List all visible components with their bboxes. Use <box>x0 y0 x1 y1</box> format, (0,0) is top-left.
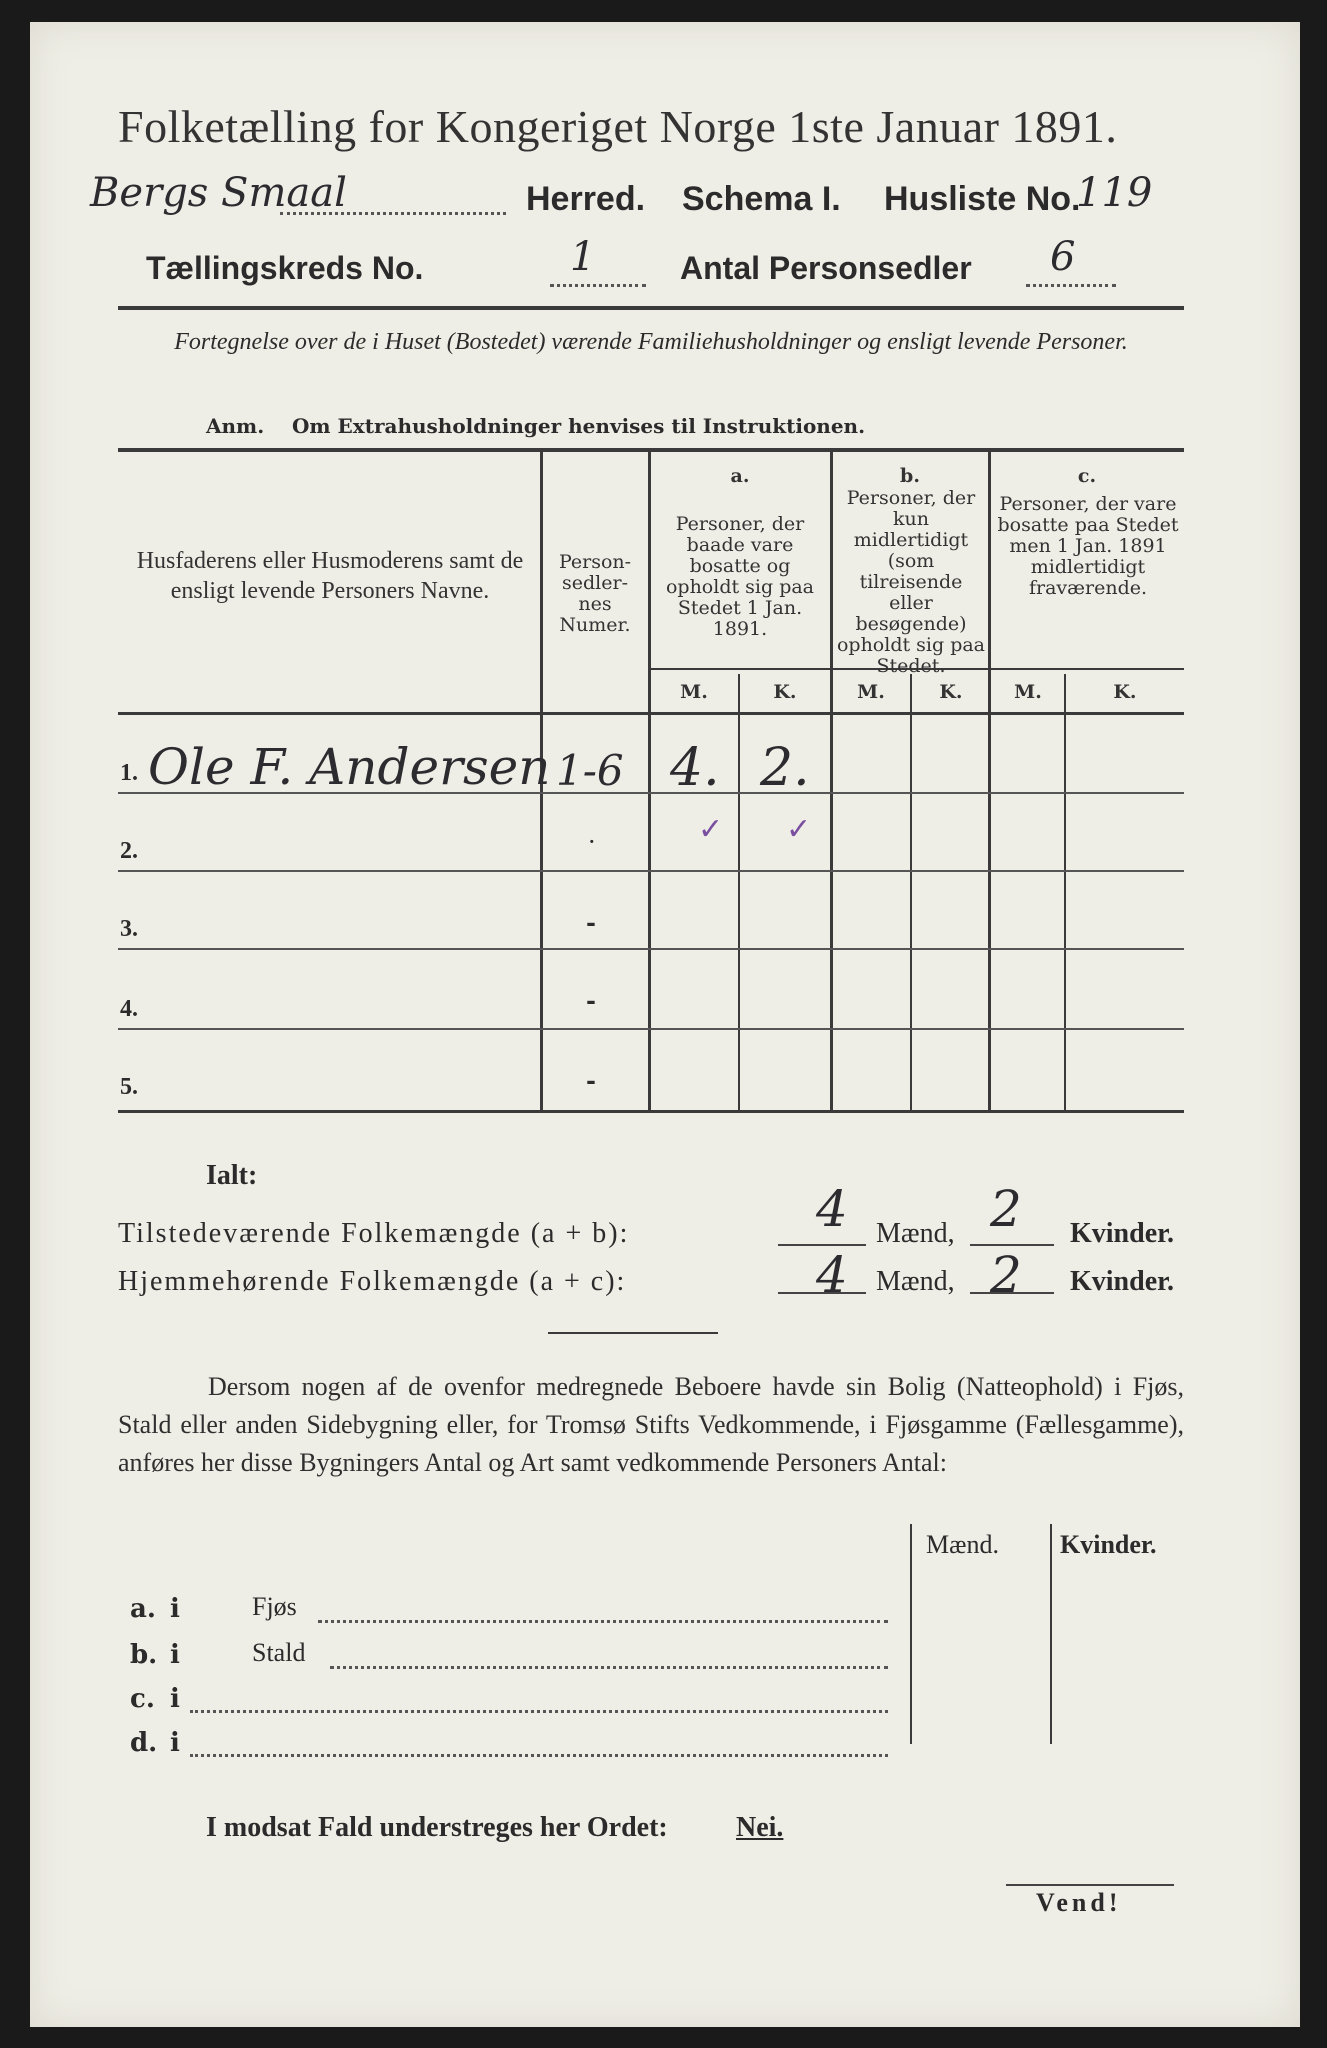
hjemme-maend-line <box>778 1292 866 1294</box>
item-letter: c. <box>130 1684 155 1714</box>
item-prep: i <box>170 1640 180 1670</box>
col-line-2 <box>648 452 651 1112</box>
row-num: 1-6 <box>556 746 624 795</box>
col-line-4 <box>988 452 991 1112</box>
row-num: - <box>586 908 596 937</box>
col-line-3 <box>830 452 833 1112</box>
item-leader <box>190 1754 888 1757</box>
tilstede-kvinder-value: 2 <box>990 1180 1022 1238</box>
item-label: Stald <box>252 1638 306 1667</box>
nei-word: Nei. <box>736 1812 784 1843</box>
header-rule <box>118 306 1184 310</box>
item-letter: b. <box>130 1640 158 1670</box>
row-number: 2. <box>120 838 138 864</box>
row-number: 1. <box>120 760 138 786</box>
col-c-letter: c. <box>1077 465 1097 487</box>
table-header-rule <box>118 712 1184 715</box>
hjemme-label: Hjemmehørende Folkemængde (a + c): <box>118 1266 627 1297</box>
herred-name: Bergs Smaal <box>90 170 347 216</box>
row-number: 5. <box>120 1074 138 1100</box>
tilstede-label: Tilstedeværende Folkemængde (a + b): <box>118 1218 630 1249</box>
col-b-letter: b. <box>900 465 920 487</box>
item-prep: i <box>170 1594 180 1624</box>
row-name: Ole F. Andersen <box>148 738 551 796</box>
hjemme-kvinder-value: 2 <box>990 1246 1022 1304</box>
col-b-header: Personer, der kun midlertidigt (som tilreisende eller besøgende) opholdt sig paa Stedet. <box>836 487 986 677</box>
row-number: 3. <box>120 916 138 942</box>
hjemme-maend-value: 4 <box>816 1246 848 1304</box>
maend-label: Mænd, <box>876 1218 955 1249</box>
ialt-label: Ialt: <box>206 1160 258 1191</box>
husliste-label: Husliste No. <box>884 180 1081 218</box>
row-a-k: 2. <box>760 738 810 798</box>
census-form <box>30 22 1300 2027</box>
col-b-m: M. <box>857 681 885 703</box>
col-a-m: M. <box>680 681 708 703</box>
section-divider <box>548 1332 718 1334</box>
item-label: Fjøs <box>252 1592 297 1621</box>
item-prep: i <box>170 1728 180 1758</box>
maend-label: Mænd, <box>876 1266 955 1297</box>
vend-label: Vend! <box>1036 1888 1122 1917</box>
bottom-col-line-1 <box>910 1524 912 1744</box>
col-num-header: Personsedlernes Numer. <box>558 551 632 636</box>
col-c-m: M. <box>1014 681 1042 703</box>
row-num: - <box>586 986 596 1015</box>
col-c-header: Personer, der vare bosatte paa Stedet men 1 Jan. 1891 midlertidigt fraværende. <box>997 493 1179 599</box>
col-a-k: K. <box>773 681 797 703</box>
anm-text: Om Extrahusholdninger henvises til Instruktionen. <box>292 414 866 438</box>
row-a-m-check: ✓ <box>698 812 724 847</box>
schema-label: Schema I. <box>682 180 841 218</box>
row-a-k-check: ✓ <box>786 812 812 847</box>
tilstede-maend-value: 4 <box>816 1180 848 1238</box>
fortegnelse-text: Fortegnelse over de i Huset (Bostedet) værende Familiehusholdninger og ensligt levende Personer. <box>174 329 1128 355</box>
col-name-header: Husfaderens eller Husmoderens samt de ensligt levende Personers Navne. <box>136 548 524 604</box>
kvinder-label: Kvinder. <box>1070 1266 1174 1297</box>
col-line-a-mk <box>738 674 740 1112</box>
herred-leader <box>280 212 506 215</box>
hjemme-kvinder-line <box>970 1292 1054 1294</box>
kreds-number: 1 <box>570 234 596 280</box>
bolig-paragraph: Dersom nogen af de ovenfor medregnede Beboere havde sin Bolig (Natteophold) i Fjøs, Stald eller anden Sidebygning eller, for Tromsø Stifts Vedkommende, i Fjøsgamme (Fællesgamme), anføres her disse Bygningers Antal og Art samt vedkommende Personers Antal: <box>118 1372 1184 1477</box>
item-leader <box>190 1710 888 1713</box>
anm-label: Anm. <box>206 414 265 438</box>
husliste-number: 119 <box>1076 170 1153 216</box>
antal-label: Antal Personsedler <box>680 250 972 286</box>
col-a-header: Personer, der baade vare bosatte og opholdt sig paa Stedet 1 Jan. 1891. <box>665 513 815 640</box>
item-leader <box>318 1620 888 1623</box>
row-number: 4. <box>120 996 138 1022</box>
bottom-col-line-2 <box>1050 1524 1052 1744</box>
bottom-kvinder-header: Kvinder. <box>1060 1530 1157 1559</box>
col-line-b-mk <box>910 674 912 1112</box>
row-line-4 <box>118 1028 1184 1030</box>
row-line-2 <box>118 870 1184 872</box>
kreds-leader <box>550 284 646 287</box>
vend-line <box>1006 1884 1174 1886</box>
item-leader <box>330 1666 888 1669</box>
table-bottom-rule <box>118 1110 1184 1113</box>
antal-leader <box>1026 284 1116 287</box>
row-num: - <box>586 1066 596 1095</box>
item-prep: i <box>170 1684 180 1714</box>
kreds-label: Tællingskreds No. <box>146 250 424 286</box>
col-b-k: K. <box>939 681 963 703</box>
kvinder-label: Kvinder. <box>1070 1218 1174 1249</box>
modsat-text: I modsat Fald understreges her Ordet: <box>206 1812 668 1843</box>
row-a-m: 4. <box>670 738 720 798</box>
col-c-k: K. <box>1113 681 1137 703</box>
item-letter: a. <box>130 1594 156 1624</box>
bottom-maend-header: Mænd. <box>926 1530 999 1559</box>
table-top-rule <box>118 448 1184 452</box>
antal-number: 6 <box>1050 234 1076 280</box>
col-a-letter: a. <box>730 465 750 487</box>
row-line-3 <box>118 948 1184 950</box>
item-letter: d. <box>130 1728 158 1758</box>
form-title: Folketælling for Kongeriget Norge 1ste Januar 1891. <box>118 101 1118 152</box>
row-num: · <box>588 828 596 856</box>
col-line-c-mk <box>1064 674 1066 1112</box>
herred-label: Herred. <box>526 180 646 218</box>
